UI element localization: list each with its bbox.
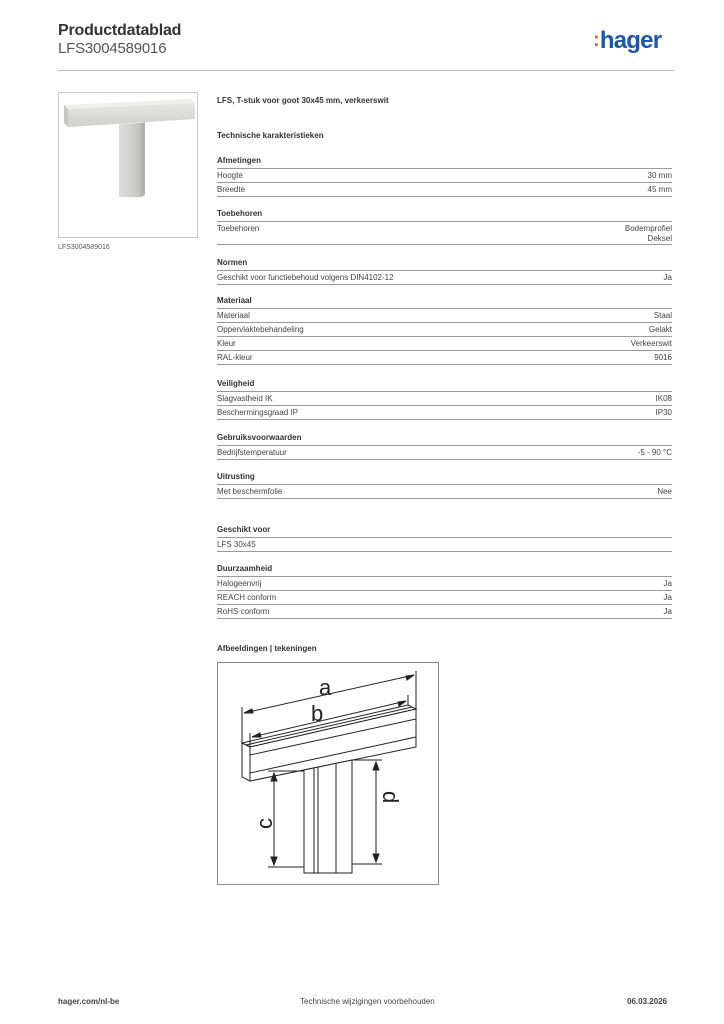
section-title: Veiligheid: [217, 379, 672, 392]
header-divider: [58, 70, 674, 71]
row-value: Nee: [657, 487, 672, 496]
section-normen: [217, 258, 672, 285]
table-row: [217, 169, 672, 183]
table-row: [217, 485, 672, 499]
product-thumbnail: [58, 92, 198, 238]
row-value: IK08: [655, 394, 672, 403]
t-piece-dimension-drawing: [218, 663, 438, 884]
t-piece-thumbnail-image: [59, 93, 197, 237]
row-label: Met beschermfolie: [217, 487, 283, 496]
technical-drawing: [217, 662, 439, 885]
footer-date: 06.03.2026: [627, 997, 668, 1006]
row-label: Beschermingsgraad IP: [217, 408, 298, 417]
dimension-label-b: b: [311, 701, 324, 726]
row-value: Bodemprofiel: [624, 224, 672, 233]
tech-heading: Technische karakteristieken: [217, 131, 324, 140]
section-veiligheid: [217, 379, 672, 420]
row-label: Kleur: [217, 339, 236, 348]
row-label: Bedrijfstemperatuur: [217, 448, 287, 457]
table-row: [217, 271, 672, 285]
section-title: Gebruiksvoorwaarden: [217, 433, 672, 446]
table-row: [217, 183, 672, 197]
row-value: Ja: [663, 273, 672, 282]
brand-logo: [593, 27, 661, 55]
row-value: -5 - 90 °C: [637, 448, 672, 457]
row-label: Materiaal: [217, 311, 250, 320]
table-row: [217, 309, 672, 323]
table-row: [217, 591, 672, 605]
doc-title: Productdatablad: [58, 22, 182, 39]
row-label: Breedte: [217, 185, 246, 194]
table-row: [217, 323, 672, 337]
row-label: Hoogte: [217, 171, 243, 180]
row-label: Slagvastheid IK: [217, 394, 273, 403]
table-row: [217, 577, 672, 591]
product-code: LFS3004589016: [58, 40, 167, 57]
footer-website: hager.com/nl-be: [58, 997, 120, 1006]
dimension-label-d: d: [378, 791, 403, 804]
row-label: RoHS conform: [217, 607, 270, 616]
row-label: RAL-kleur: [217, 353, 253, 362]
table-row: [217, 351, 672, 365]
thumbnail-caption: LFS3004589016: [58, 244, 110, 251]
row-value: Ja: [663, 607, 672, 616]
table-row: [217, 222, 672, 245]
drawings-heading: Afbeeldingen | tekeningen: [217, 644, 317, 653]
brand-logo-text: hager: [599, 27, 662, 54]
row-value: Verkeerswit: [630, 339, 672, 348]
row-label: Toebehoren: [217, 224, 260, 233]
row-value: 45 mm: [647, 185, 672, 194]
section-gebruiksvoorwaarden: [217, 433, 672, 460]
row-value: Ja: [663, 593, 672, 602]
section-title: Normen: [217, 258, 672, 271]
section-title: Duurzaamheid: [217, 564, 672, 577]
section-duurzaamheid: [217, 564, 672, 619]
row-label: Geschikt voor functiebehoud volgens DIN4102-12: [217, 273, 394, 282]
table-row: [217, 406, 672, 420]
table-row: [217, 538, 672, 552]
row-label: REACH conform: [217, 593, 277, 602]
section-geschikt-voor: [217, 525, 672, 552]
section-toebehoren: [217, 209, 672, 245]
dimension-label-c: c: [252, 818, 277, 829]
row-value: Gelakt: [648, 325, 672, 334]
row-label: LFS 30x45: [217, 540, 256, 549]
row-label: Oppervlaktebehandeling: [217, 325, 304, 334]
product-title: LFS, T-stuk voor goot 30x45 mm, verkeerswit: [217, 96, 389, 105]
row-value: IP30: [655, 408, 672, 417]
row-value: Staal: [653, 311, 672, 320]
brand-logo-mark: :: [593, 29, 599, 51]
section-title: Toebehoren: [217, 209, 672, 222]
dimension-label-a: a: [319, 675, 332, 700]
row-value: 9016: [654, 353, 672, 362]
table-row: [217, 605, 672, 619]
row-value: 30 mm: [647, 171, 672, 180]
section-materiaal: [217, 296, 672, 365]
section-title: Materiaal: [217, 296, 672, 309]
section-afmetingen: [217, 156, 672, 197]
section-title: Uitrusting: [217, 472, 672, 485]
row-label: Halogeenvrij: [217, 579, 262, 588]
table-row: [217, 337, 672, 351]
section-title: Afmetingen: [217, 156, 672, 169]
table-row: [217, 446, 672, 460]
row-value: Deksel: [647, 234, 672, 243]
footer-notice: Technische wijzigingen voorbehouden: [300, 997, 435, 1006]
row-value: Ja: [663, 579, 672, 588]
section-title: Geschikt voor: [217, 525, 672, 538]
section-uitrusting: [217, 472, 672, 499]
table-row: [217, 392, 672, 406]
